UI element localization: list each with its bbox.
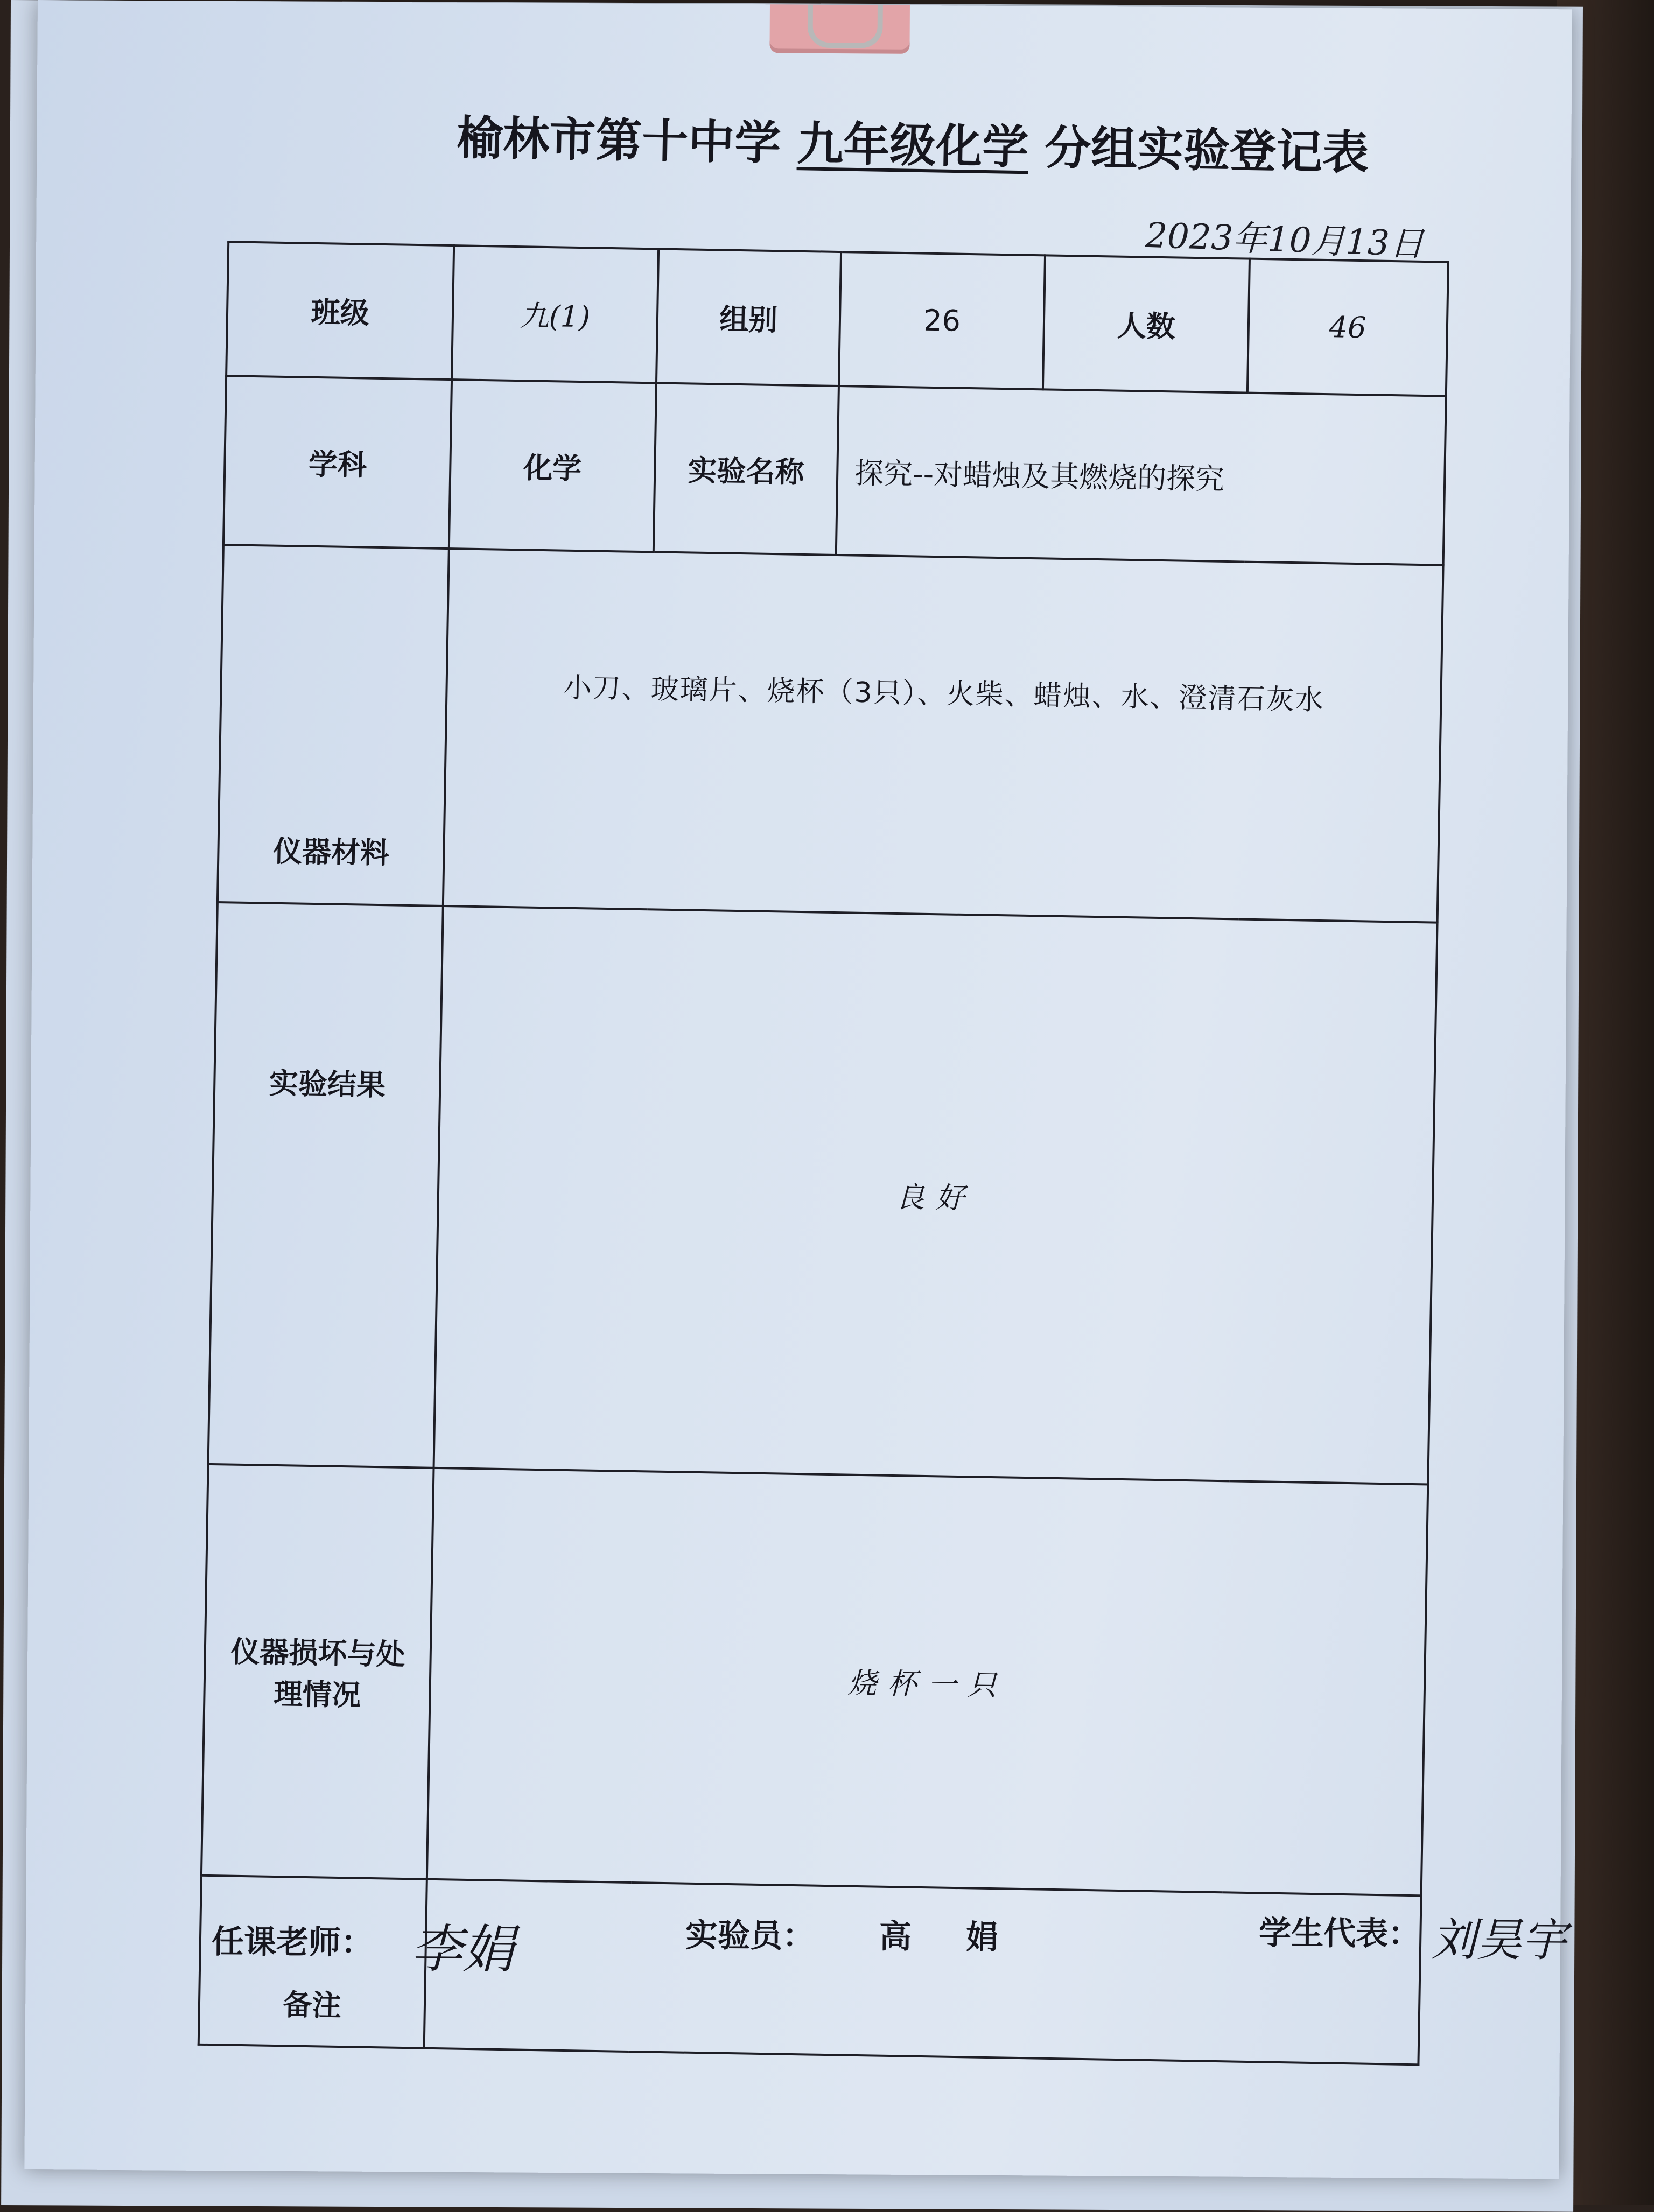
table-row (223, 376, 1446, 565)
grade-subject: 九年级化学 (796, 117, 1029, 175)
table-row (201, 1464, 1428, 1895)
experiment-name-label: 实验名称 (653, 383, 839, 555)
count-label: 人数 (1043, 255, 1249, 392)
damage-label-line-2: 理情况 (273, 1676, 361, 1712)
damage-label-line-1: 仪器损坏与处 (230, 1634, 405, 1672)
experiment-name-value: 探究--对蜡烛及其燃烧的探究 (836, 386, 1446, 565)
binder-clip-wire (807, 5, 882, 48)
group-value: 26 (839, 252, 1045, 389)
registration-table (198, 241, 1449, 2066)
result-label: 实验结果 (208, 902, 443, 1468)
table-row (226, 242, 1448, 396)
materials-cell (443, 549, 1443, 923)
student-rep-signature: 刘昊宇 (1431, 1913, 1567, 1967)
materials-value: 小刀、玻璃片、烧杯（3只）、火柴、蜡烛、水、澄清石灰水 (563, 671, 1325, 717)
group-label: 组别 (656, 249, 841, 386)
damage-label (201, 1464, 434, 1879)
class-value: 九(1) (452, 245, 658, 383)
damage-value: 烧杯一只 (427, 1468, 1428, 1896)
table-row (208, 902, 1438, 1484)
class-label: 班级 (226, 242, 454, 380)
lab-staff-label: 实验员： (685, 1916, 815, 1955)
registration-sheet (24, 0, 1572, 2179)
school-name: 榆林市第十中学 (456, 111, 782, 171)
student-rep-label: 学生代表： (1258, 1914, 1421, 1953)
lab-staff-block (685, 1909, 1020, 1958)
table-row (218, 545, 1443, 922)
page-title (456, 101, 1370, 181)
form-date: 2023年10月13日 (1145, 215, 1425, 265)
subject-value: 化学 (449, 380, 656, 552)
teacher-signature-block (212, 1907, 515, 1982)
count-value: 46 (1247, 259, 1448, 396)
materials-label: 仪器材料 (218, 545, 449, 906)
teacher-label: 任课老师： (211, 1923, 374, 1962)
lab-staff-name: 高 娟 (879, 1918, 1020, 1957)
teacher-signature: 李娟 (410, 1919, 515, 1980)
remarks-label: 备注 (199, 1876, 427, 2048)
form-name: 分组实验登记表 (1044, 121, 1370, 180)
subject-label: 学科 (223, 376, 452, 549)
student-rep-block (1259, 1902, 1567, 1969)
result-value: 良好 (434, 906, 1438, 1484)
